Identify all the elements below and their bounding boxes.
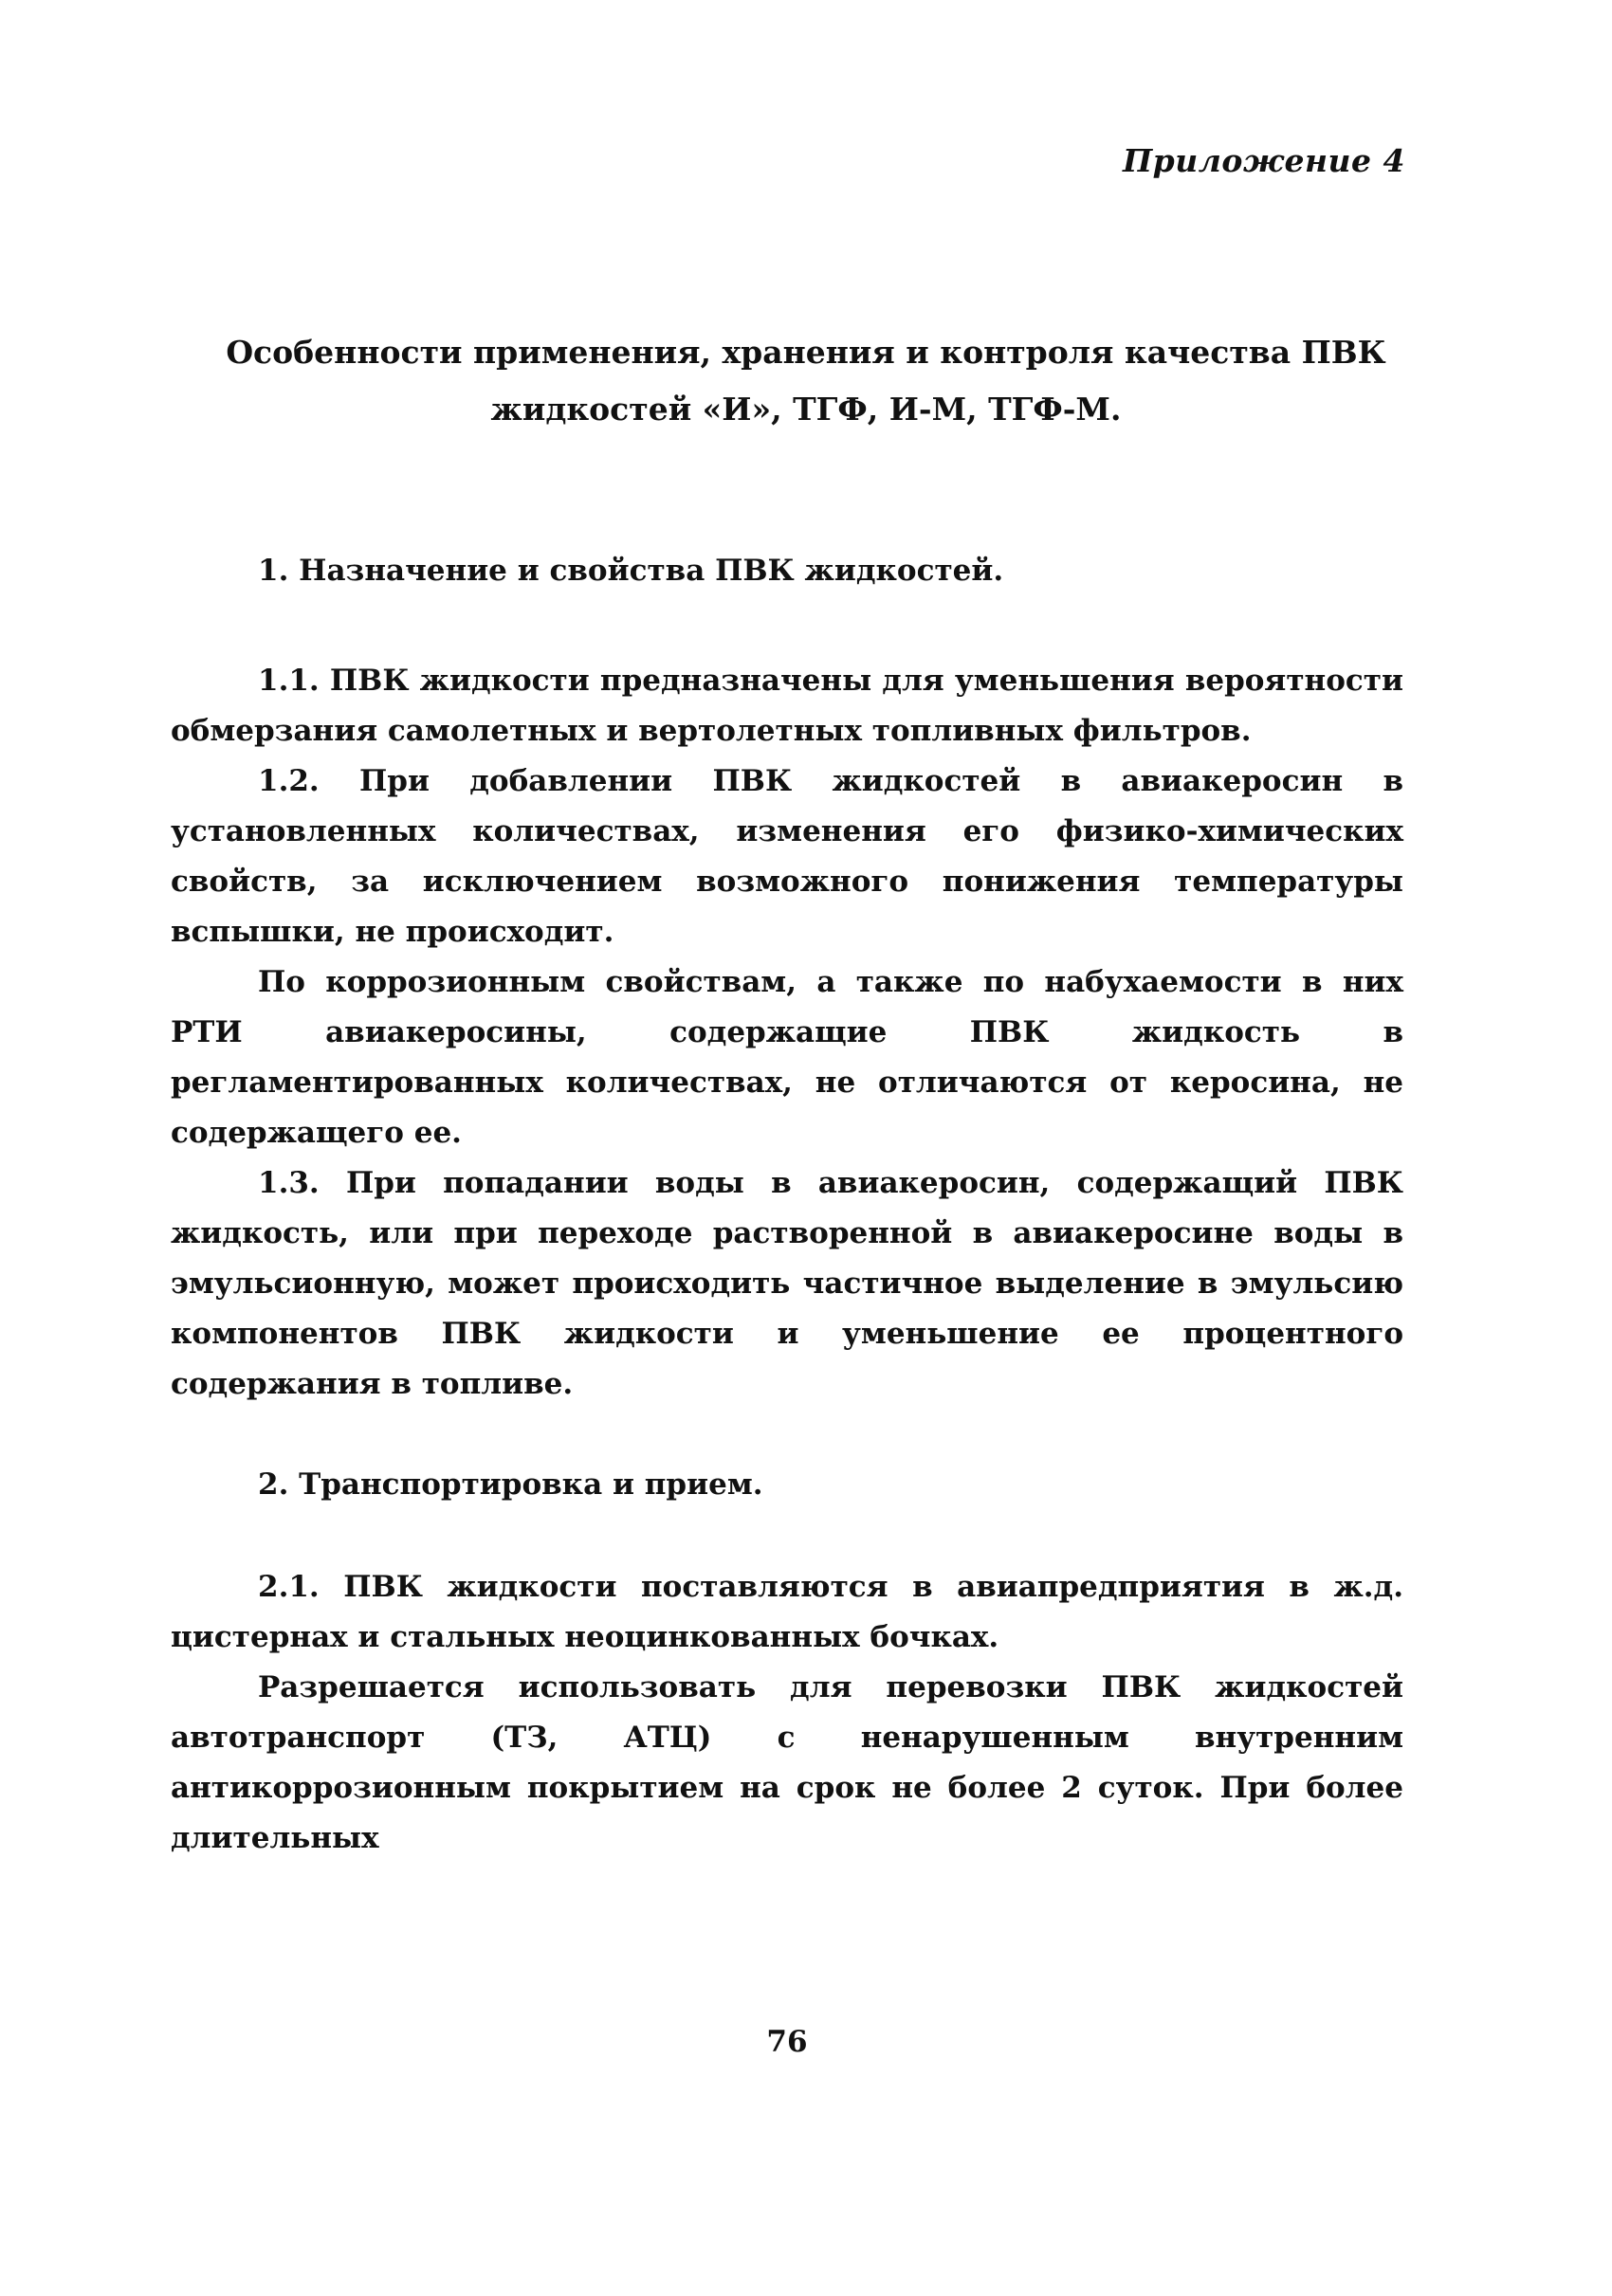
section-1-body — [171, 656, 1403, 1410]
section-2-heading: 2. Транспортировка и прием. — [258, 1467, 763, 1502]
section-1-heading: 1. Назначение и свойства ПВК жидкостей. — [258, 554, 1004, 588]
paragraph: 1.2. При добавлении ПВК жидкостей в авиакеросин в установленных количествах, изменения его физико-химических свойств, за исключением возможного понижения температуры вспышки, не происходит. — [171, 764, 1403, 949]
section-2-body — [171, 1562, 1403, 1864]
document-title — [190, 324, 1422, 438]
page-number: 76 — [766, 2025, 808, 2059]
paragraph: По коррозионным свойствам, а также по набухаемости в них РТИ авиакеросины, содержащие ПВК жидкость в регламентированных количествах, не отличаются от керосина, не содержащего ее. — [171, 965, 1403, 1150]
paragraph: Разрешается использовать для перевозки ПВК жидкостей автотранспорт (ТЗ, АТЦ) с ненарушенным внутренним антикоррозионным покрытием на срок не более 2 суток. При более длительных — [171, 1670, 1403, 1855]
title-line-2: жидкостей «И», ТГФ, И-М, ТГФ-М. — [490, 391, 1122, 428]
paragraph: 1.3. При попадании воды в авиакеросин, содержащий ПВК жидкость, или при переходе растворенной в авиакеросине воды в эмульсионную, может происходить частичное выделение в эмульсию компонентов ПВК жидкости и уменьшение ее процентного содержания в топливе. — [171, 1166, 1403, 1401]
paragraph: 1.1. ПВК жидкости предназначены для уменьшения вероятности обмерзания самолетных и вертолетных топливных фильтров. — [171, 664, 1403, 748]
paragraph: 2.1. ПВК жидкости поставляются в авиапредприятия в ж.д. цистернах и стальных неоцинкованных бочках. — [171, 1570, 1403, 1654]
title-line-1: Особенности применения, хранения и контроля качества ПВК — [226, 334, 1386, 371]
appendix-label: Приложение 4 — [1123, 142, 1405, 179]
